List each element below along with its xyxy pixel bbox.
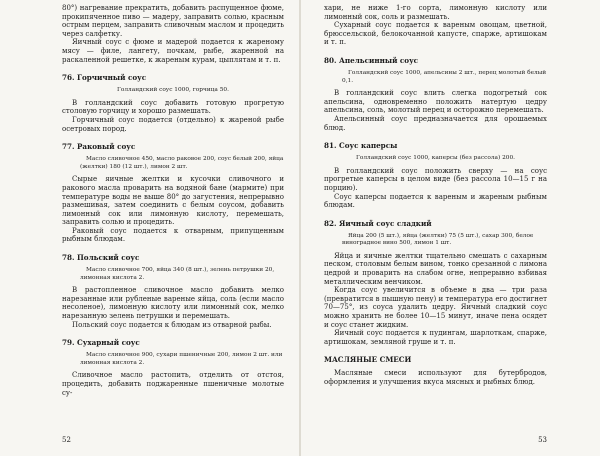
paragraph: хари, не ниже 1-го сорта, лимонную кислоту или лимонный сок, соль и размешать. bbox=[324, 4, 547, 21]
paragraph: Горчичный соус подается (отдельно) к жареной рыбе осетровых пород. bbox=[62, 115, 284, 133]
ingredient-list: Масло сливочное 700, яйца 340 (8 шт.), зелень петрушки 20, лимонная кислота 2. bbox=[80, 267, 275, 281]
paragraph: Раковый соус подается к отварным, припущенным рыбным блюдам. bbox=[62, 226, 284, 244]
section-heading: 80. Апельсинный соус bbox=[324, 55, 419, 65]
section-heading: 82. Яичный соус сладкий bbox=[324, 218, 432, 228]
ingredient-list: Масло сливочное 450, масло раковое 200, соус белый 200, яйца (желтки) 180 (12 шт.), лимон 2 шт. bbox=[80, 156, 284, 170]
paragraph: Сухарный соус подается к вареным овощам, цветной, брюссельской, белокочанной капусте, спарже, артишокам и т. п. bbox=[324, 21, 547, 47]
paragraph: В голландский соус влить слегка подогретый сок апельсина, одновременно положить натертую цедру апельсина, соль, молотый перец и осторожно перемешать. bbox=[324, 89, 547, 115]
section-heading: МАСЛЯНЫЕ СМЕСИ bbox=[324, 355, 412, 365]
paragraph: Масляные смеси используют для бутербродов, оформления и улучшения вкуса мясных и рыбных блюд. bbox=[324, 369, 547, 386]
ingredient-list: Яйца 200 (5 шт.), яйца (желтки) 75 (5 шт.), сахар 300, белое виноградное вино 500, лимон 1 шт. bbox=[342, 232, 534, 247]
paragraph: Яйца и яичные желтки тщательно смешать с сахарным песком, столовым белым вином, тонко срезанной с лимона цедрой и проварить на слабом огне, непрерывно взбивая металлическим венчиком. bbox=[324, 251, 547, 286]
paragraph: Польский соус подается к блюдам из отварной рыбы. bbox=[72, 320, 272, 329]
left-text-column bbox=[62, 4, 284, 397]
section-heading: 76. Горчичный соус bbox=[62, 73, 147, 83]
paragraph: Сырые яичные желтки и кусочки сливочного и ракового масла проварить на водяной бане (мармите) при температуре воды не выше 80° до загустения, непрерывно размешивая, затем соединить с белым соусом, добавить лимонный сок или лимонную кислоту, перемешать, заправить солью и процедить. bbox=[62, 175, 284, 227]
paragraph: В растопленное сливочное масло добавить мелко нарезанные или рубленые вареные яйца, соль (если масло несоленое), лимонную кислоту или лимонный сок, мелко нарезанную зелень петрушки и перемешать. bbox=[62, 286, 284, 321]
section-heading: 78. Польский соус bbox=[62, 253, 140, 263]
ingredient-list: Голландский соус 1000, каперсы (без рассола) 200. bbox=[356, 155, 515, 162]
paragraph: Сливочное масло растопить, отделить от отстоя, процедить, добавить поджаренные пшеничные молотые су- bbox=[62, 371, 284, 397]
right-page-number: 53 bbox=[538, 436, 547, 444]
right-text-column bbox=[324, 4, 547, 387]
paragraph: Когда соус увеличится в объеме в два — три раза (превратится в пышную пену) и температура его достигнет 70—75°, из соуса удалить цедру. Яичный сладкий соус можно хранить не более 10—15 минут, иначе пена осядет и соус станет жидким. bbox=[324, 286, 547, 329]
paragraph: Яичный соус с фюме и мадерой подается к жареному мясу — филе, лангету, почкам, рыбе, жаренной на раскаленной решетке, к жареным курам, цыплятам и т. п. bbox=[62, 38, 284, 64]
section-heading: 79. Сухарный соус bbox=[62, 338, 140, 348]
paragraph: Апельсинный соус предназначается для орошаемых блюд. bbox=[324, 114, 547, 132]
left-page-number: 52 bbox=[62, 436, 71, 444]
paragraph: Яичный соус подается к пудингам, шарлоткам, спарже, артишокам, земляной груше и т. п. bbox=[324, 329, 547, 346]
paragraph: Соус каперсы подается к вареным и жареным рыбным блюдам. bbox=[324, 192, 547, 210]
ingredient-list: Голландский соус 1000, апельсины 2 шт., перец молотый белый 0,1. bbox=[342, 69, 547, 84]
right-page bbox=[300, 0, 600, 456]
ingredient-list: Масло сливочное 900, сухари пшеничные 200, лимон 2 шт. или лимонная кислота 2. bbox=[80, 352, 283, 366]
paragraph: 80°) нагревание прекратить, добавить распущенное фюме, прокипяченное пиво — мадеру, заправить солью, красным острым перцем, заправить сливочным маслом и процедить через салфетку. bbox=[62, 4, 284, 38]
section-heading: 77. Раковый соус bbox=[62, 142, 136, 152]
section-heading: 81. Соус каперсы bbox=[324, 141, 398, 151]
ingredient-list: Голландский соус 1000, горчица 50. bbox=[117, 87, 229, 94]
paragraph: В голландский соус добавить готовую прогретую столовую горчицу и хорошо размешать. bbox=[62, 98, 284, 116]
paragraph: В голландский соус положить сверху — на соус прогретые каперсы в целом виде (без рассола 10—15 г на порцию). bbox=[324, 166, 547, 192]
